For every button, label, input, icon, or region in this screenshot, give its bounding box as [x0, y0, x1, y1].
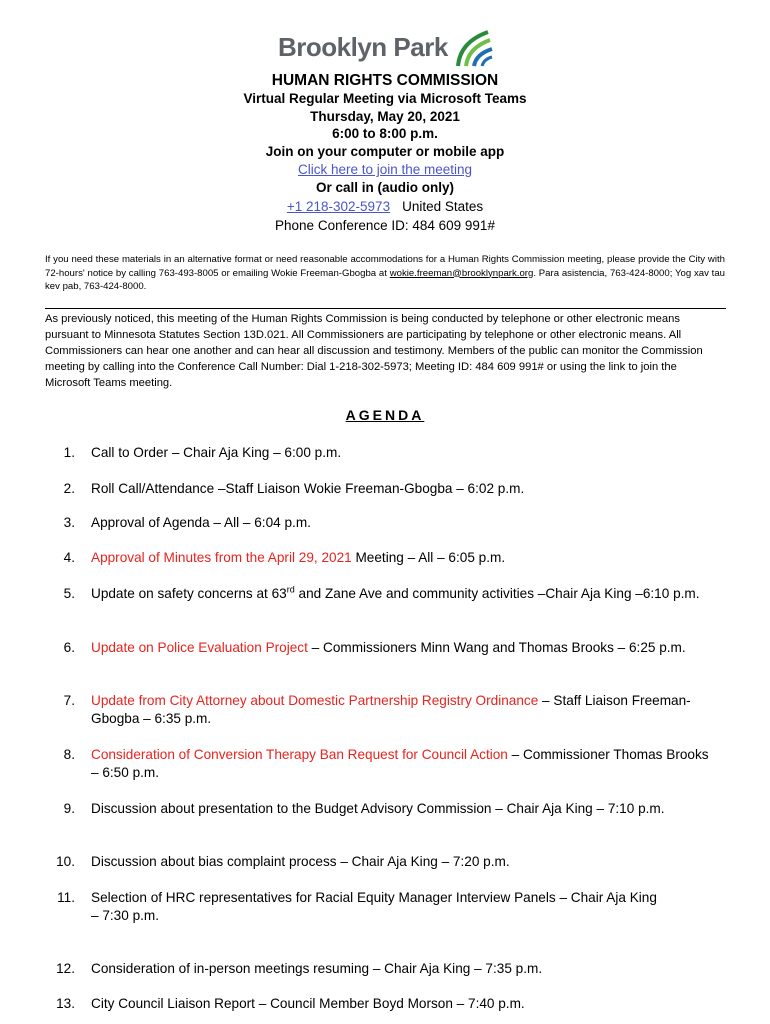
- logo-text: Brooklyn Park: [278, 32, 448, 62]
- item-number: 12.: [56, 961, 75, 976]
- logo-wave-icon: [454, 28, 494, 68]
- join-instructions: Join on your computer or mobile app: [265, 143, 505, 159]
- item-number: 6.: [63, 640, 75, 655]
- conference-id: Phone Conference ID: 484 609 991#: [275, 217, 495, 233]
- accommodation-notice: [45, 253, 725, 294]
- item-text-pre: Update on safety concerns at 63: [91, 586, 287, 601]
- item-text: Roll Call/Attendance –Staff Liaison Wokie Freeman-Gbogba – 6:02 p.m.: [91, 481, 525, 496]
- item-number: 2.: [63, 481, 75, 496]
- virtual-meeting-notice: As previously noticed, this meeting of the Human Rights Commission is being conducted by telephone or other electronic means pursuant to Minnesota Statutes Section 13D.021. All Commissioners are participating by telephone or other electronic means. All Commissioners can hear one another and can hear all discussion and testimony. Members of the public can monitor the Commission meeting by calling into the Conference Call Number: Dial 1-218-302-5973; Meeting ID: 484 609 991# or using the link to join the Microsoft Teams meeting.: [45, 313, 703, 389]
- item-text: – Commissioner Thomas Brooks – 6:50 p.m.: [91, 747, 709, 780]
- item-text: Consideration of in-person meetings resuming – Chair Aja King – 7:35 p.m.: [91, 961, 543, 976]
- item-text: City Council Liaison Report – Council Member Boyd Morson – 7:40 p.m.: [91, 996, 525, 1011]
- phone-number-link[interactable]: +1 218-302-5973: [286, 198, 391, 214]
- item-text: – Commissioners Minn Wang and Thomas Brooks – 6:25 p.m.: [307, 640, 686, 655]
- email-link[interactable]: wokie.freeman@brooklynpark.org: [389, 267, 534, 279]
- join-meeting-link[interactable]: Click here to join the meeting: [297, 162, 473, 177]
- item-text: Meeting – All – 6:05 p.m.: [351, 550, 506, 565]
- meeting-header: [0, 72, 770, 235]
- minutes-link[interactable]: Approval of Minutes from the April 29, 2021: [91, 550, 352, 565]
- item-number: 8.: [63, 747, 75, 762]
- item-number: 3.: [63, 515, 75, 530]
- item-number: 11.: [57, 890, 75, 905]
- item-number: 4.: [63, 550, 75, 565]
- item-number: 5.: [63, 586, 75, 601]
- item-text: and Zane Ave and community activities –Chair Aja King –6:10 p.m.: [294, 586, 700, 601]
- divider: [45, 308, 726, 309]
- item-text: – Staff Liaison Freeman-Gbogba – 6:35 p.m.: [91, 693, 691, 726]
- notice-text: If you need these materials in an alternative format or need reasonable accommodations for a Human Rights Commission meeting, please provide the City with 72-hours' notice by calling 763-493-8005 or emailing Wokie Freeman-Gbogba at: [45, 254, 725, 279]
- call-in-label: Or call in (audio only): [315, 180, 454, 195]
- item-number: 13.: [56, 996, 75, 1011]
- police-evaluation-link[interactable]: Update on Police Evaluation Project: [91, 640, 308, 655]
- item-number: 10.: [56, 854, 75, 869]
- item-number: 1.: [63, 445, 75, 460]
- agenda-title: AGENDA: [345, 407, 425, 423]
- commission-title: HUMAN RIGHTS COMMISSION: [271, 72, 499, 89]
- notice-text-after: . Para asistencia, 763-424-8000; Yog xav tau kev pab, 763-424-8000.: [45, 267, 726, 292]
- meeting-time: 6:00 to 8:00 p.m.: [332, 126, 438, 141]
- item-text: Call to Order – Chair Aja King – 6:00 p.m.: [91, 445, 342, 460]
- item-text-time: – 7:30 p.m.: [91, 908, 160, 923]
- meeting-subtitle: Virtual Regular Meeting via Microsoft Teams: [243, 91, 527, 106]
- domestic-partnership-link[interactable]: Update from City Attorney about Domestic Partnership Registry Ordinance: [91, 693, 539, 708]
- phone-country: United States: [402, 198, 484, 214]
- item-text: Discussion about bias complaint process – Chair Aja King – 7:20 p.m.: [91, 854, 510, 869]
- brooklyn-park-logo: [278, 28, 498, 70]
- meeting-date: Thursday, May 20, 2021: [310, 108, 460, 124]
- item-number: 9.: [63, 801, 75, 816]
- conversion-therapy-link[interactable]: Consideration of Conversion Therapy Ban Request for Council Action: [91, 747, 508, 762]
- ordinal-suffix: rd: [286, 584, 295, 595]
- item-number: 7.: [63, 693, 75, 708]
- item-text: Selection of HRC representatives for Racial Equity Manager Interview Panels – Chair Aja King: [91, 890, 657, 905]
- item-text: Approval of Agenda – All – 6:04 p.m.: [91, 515, 311, 530]
- item-text: Discussion about presentation to the Budget Advisory Commission – Chair Aja King – 7:10 p.m.: [91, 801, 665, 816]
